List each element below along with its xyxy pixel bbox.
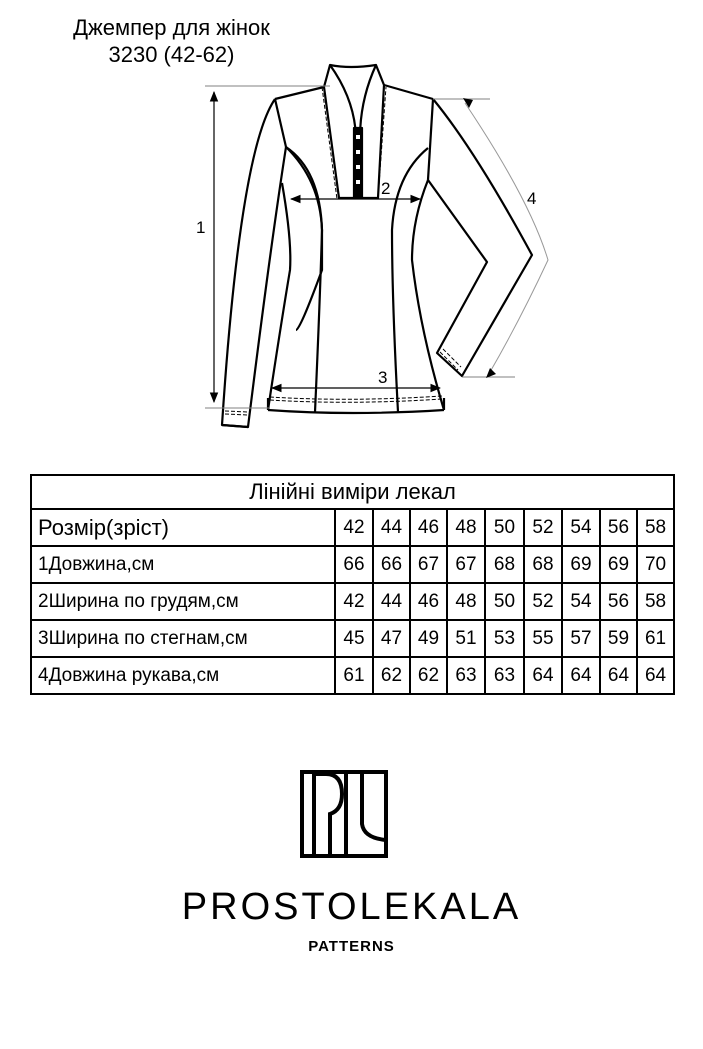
measure-label-4: 4 (527, 189, 537, 208)
value-cell: 44 (373, 583, 410, 620)
size-header-label: Розмір(зріст) (31, 509, 335, 546)
row-label: 2Ширина по грудям,см (31, 583, 335, 620)
size-cell: 42 (335, 509, 373, 546)
value-cell: 53 (485, 620, 524, 657)
value-cell: 61 (335, 657, 373, 694)
value-cell: 51 (447, 620, 485, 657)
value-cell: 46 (410, 583, 447, 620)
brand-logo-icon (300, 770, 388, 858)
measure-label-2: 2 (381, 179, 391, 198)
value-cell: 69 (562, 546, 600, 583)
size-header-row (31, 509, 674, 546)
row-label: 1Довжина,см (31, 546, 335, 583)
size-cell: 44 (373, 509, 410, 546)
value-cell: 70 (637, 546, 674, 583)
value-cell: 58 (637, 583, 674, 620)
product-name: Джемпер для жінок (73, 15, 270, 40)
value-cell: 66 (373, 546, 410, 583)
value-cell: 62 (410, 657, 447, 694)
table-title: Лінійні виміри лекал (31, 475, 674, 509)
value-cell: 62 (373, 657, 410, 694)
value-cell: 56 (600, 583, 637, 620)
value-cell: 64 (562, 657, 600, 694)
row-label: 3Ширина по стегнам,см (31, 620, 335, 657)
value-cell: 68 (485, 546, 524, 583)
size-cell: 52 (524, 509, 562, 546)
value-cell: 68 (524, 546, 562, 583)
measure-label-1: 1 (196, 218, 206, 237)
brand-name: PROSTOLEKALA (181, 886, 522, 928)
value-cell: 52 (524, 583, 562, 620)
size-cell: 54 (562, 509, 600, 546)
value-cell: 67 (447, 546, 485, 583)
size-cell: 48 (447, 509, 485, 546)
value-cell: 64 (524, 657, 562, 694)
value-cell: 50 (485, 583, 524, 620)
measure-label-3: 3 (378, 368, 388, 387)
value-cell: 55 (524, 620, 562, 657)
value-cell: 67 (410, 546, 447, 583)
value-cell: 45 (335, 620, 373, 657)
value-cell: 49 (410, 620, 447, 657)
value-cell: 66 (335, 546, 373, 583)
value-cell: 47 (373, 620, 410, 657)
size-cell: 56 (600, 509, 637, 546)
value-cell: 59 (600, 620, 637, 657)
size-cell: 50 (485, 509, 524, 546)
size-cell: 58 (637, 509, 674, 546)
value-cell: 64 (600, 657, 637, 694)
row-label: 4Довжина рукава,см (31, 657, 335, 694)
value-cell: 63 (447, 657, 485, 694)
garment-technical-drawing (0, 0, 703, 450)
value-cell: 63 (485, 657, 524, 694)
value-cell: 54 (562, 583, 600, 620)
table-row-hip-width (31, 620, 674, 657)
value-cell: 48 (447, 583, 485, 620)
value-cell: 61 (637, 620, 674, 657)
table-row-sleeve-length (31, 657, 674, 694)
brand-tagline: PATTERNS (308, 938, 395, 955)
value-cell: 57 (562, 620, 600, 657)
size-cell: 46 (410, 509, 447, 546)
value-cell: 69 (600, 546, 637, 583)
product-code: 3230 (42-62) (108, 42, 235, 67)
value-cell: 64 (637, 657, 674, 694)
table-row-chest-width (31, 583, 674, 620)
measurements-table (30, 474, 675, 695)
table-row-length (31, 546, 674, 583)
value-cell: 42 (335, 583, 373, 620)
